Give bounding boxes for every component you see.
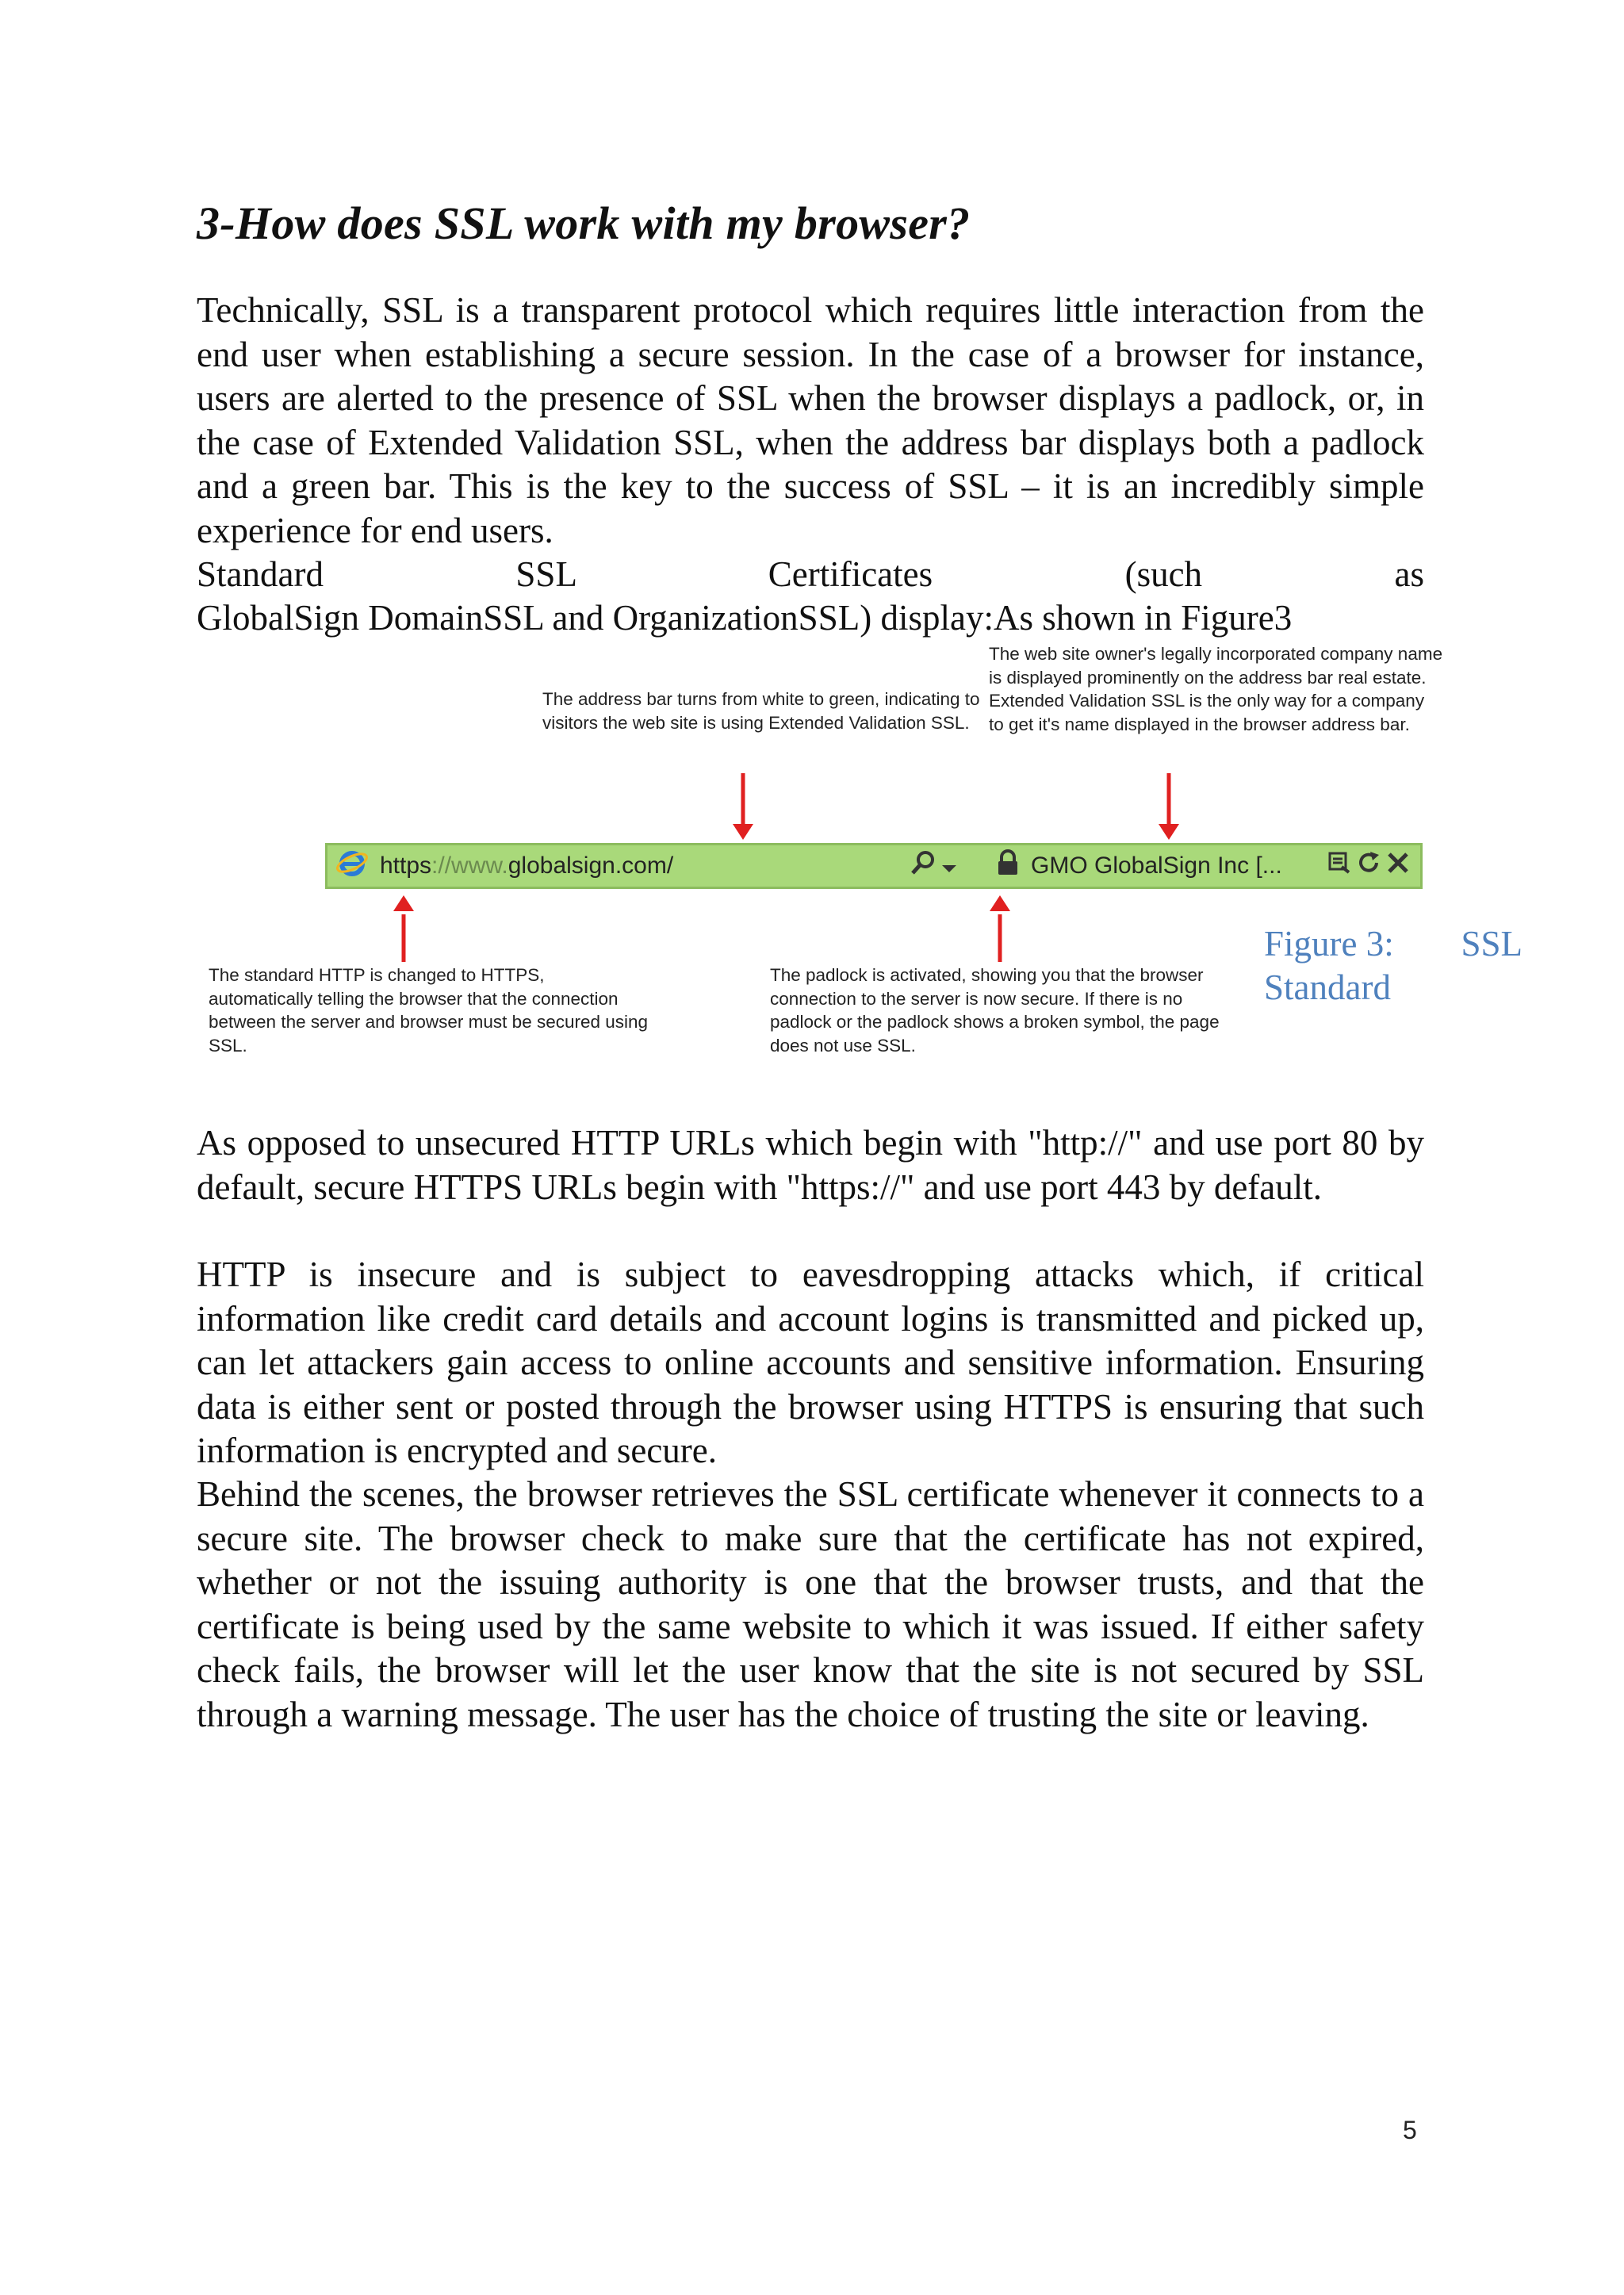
url-host-prefix: ://www. xyxy=(431,852,508,879)
search-icon xyxy=(910,849,937,883)
url-text xyxy=(380,852,673,879)
figure-ev-ssl-address-bar xyxy=(197,638,1465,1090)
organization-name: GMO GlobalSign Inc [... xyxy=(1031,852,1282,879)
close-icon xyxy=(1386,851,1410,881)
paragraph-http-insecure: HTTP is insecure and is subject to eavesdropping attacks which, if critical information like credit card details and account logins is transmitted and picked up, can let attackers gain access to online accounts and sensitive information. Ensuring data is either sent or posted through the browser using HTTPS is ensuring that such information is encrypted and secure. xyxy=(197,1255,1424,1470)
padlock-icon xyxy=(996,849,1020,883)
compatibility-icon xyxy=(1327,851,1351,881)
note-padlock: The padlock is activated, showing you that the browser connection to the server is now secure. If there is no padlock or the padlock shows a broken symbol, the page does not use SSL. xyxy=(770,965,1220,1056)
dropdown-arrow-icon xyxy=(942,852,956,879)
paragraph-intro: Technically, SSL is a transparent protocol which requires little interaction from the end user when establishing a secure session. In the case of a browser for instance, users are alerted to the presence of SSL when the browser displays a padlock, or, in the case of Extended Validation SSL, when the address bar displays both a padlock and a green bar. This is the key to the success of SSL – it is an incredibly simple experience for end users. xyxy=(197,290,1424,550)
arrow-up-padlock xyxy=(990,895,1010,962)
note-address-bar-green: The address bar turns from white to green, indicating to visitors the web site is using Extended Validation SSL. xyxy=(542,689,980,733)
url-domain: globalsign.com/ xyxy=(508,852,674,879)
paragraph-http-vs-https: As opposed to unsecured HTTP URLs which begin with "http://" and use port 80 by default, secure HTTPS URLs begin with "https://" and use port 443 by default. xyxy=(197,1123,1424,1207)
figure-caption xyxy=(1264,922,1522,1010)
ie-logo-icon xyxy=(335,846,369,886)
paragraph-behind-scenes: Behind the scenes, the browser retrieves the SSL certificate whenever it connects to a secure site. The browser check to make sure that the certificate has not expired, whether or not the issuing authority is one that the browser trusts, and that the certificate is being used by the same website to which it was issued. If either safety check fails, the browser will let the user know that the site is not secured by SSL through a warning message. The user has the choice of trusting the site or leaving. xyxy=(197,1474,1424,1734)
caption-word-ssl: SSL xyxy=(1461,924,1522,964)
paragraph-standard-line2: GlobalSign DomainSSL and OrganizationSSL) display:As shown in Figure3 xyxy=(197,598,1293,638)
arrow-up-https xyxy=(393,895,414,962)
caption-word-standard: Standard xyxy=(1264,967,1391,1007)
section-heading: 3-How does SSL work with my browser? xyxy=(197,197,971,249)
caption-figure-number: Figure 3: xyxy=(1264,924,1394,964)
note-https: The standard HTTP is changed to HTTPS, automatically telling the browser that the connection between the server and browser must be secured using SSL. xyxy=(209,965,649,1056)
arrow-down-address-bar xyxy=(733,773,753,840)
arrow-down-company-name xyxy=(1159,773,1179,840)
url-scheme: https xyxy=(380,852,432,879)
page-number: 5 xyxy=(1403,2116,1417,2144)
address-bar xyxy=(325,843,1423,889)
refresh-icon xyxy=(1356,850,1381,882)
note-company-name: The web site owner's legally incorporated company name is displayed prominently on the address bar real estate. Extended Validation SSL is the only way for a company to get it's name displayed in the browser address bar. xyxy=(989,644,1443,734)
paragraph-standard-line1: Standard SSL Certificates (such as xyxy=(197,554,1424,594)
